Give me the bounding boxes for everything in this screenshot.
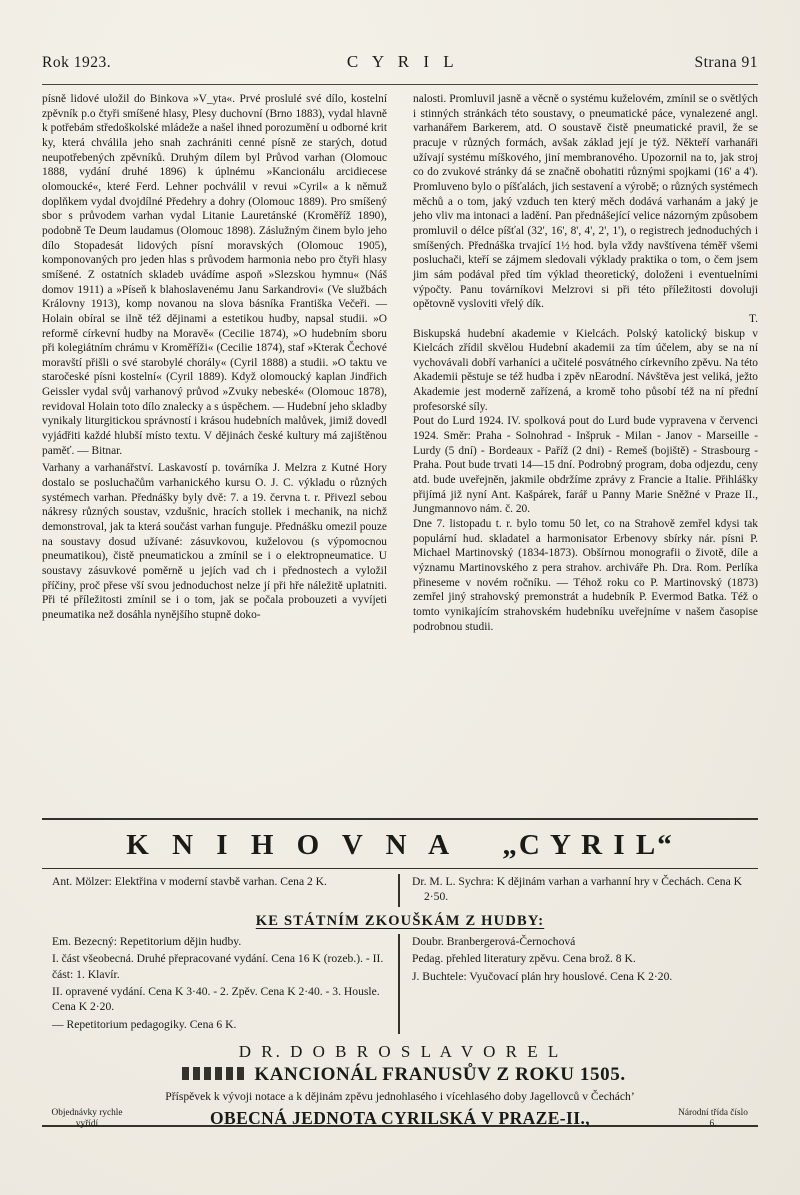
advert-subheading: KE STÁTNÍM ZKOUŠKÁM Z HUDBY: [255, 912, 545, 929]
advert-item: J. Buchtele: Vyučovací plán hry houslové. Cena K 2·20. [412, 969, 673, 983]
advert-item: Ant. Mölzer: Elektřina v moderní stavbě varhan. Cena 2 K. [52, 875, 327, 888]
advert-book-title: KANCIONÁL FRANUSŮV Z ROKU 1505. [254, 1064, 626, 1086]
column-right [400, 92, 758, 634]
running-head-page: Strana 91 [694, 54, 758, 71]
running-head [42, 52, 758, 72]
advert-item: I. část všeobecná. Druhé přepracované vydání. Cena 16 K (rozeb.). - II. část: 1. Klavír. [52, 952, 384, 981]
advert-item: II. opravené vydání. Cena K 3·40. - 2. Zpěv. Cena K 2·40. - 3. Housle. Cena K 2·20. [52, 985, 380, 1014]
advert-item: Em. Bezecný: Repetitorium dějin hudby. [52, 934, 242, 948]
paragraph: Pout do Lurd 1924. IV. spolková pout do Lurd bude vypravena v červenci 1924. Směr: Praha - Solnohrad - Inšpruk - Milan - Janov - Marseille - Lurdy (5 dní) - Bordeaux - Paříž (2 dni) - Remeš (bojiště) - Strasbourg - Praha. Pout bude trvati 14—15 dní. Podrobný program, doba odjezdu, ceny atd. bude uveřejněn, jakmile obdržíme zprávy z Francie a Italie. Přihlášky přijímá již nyní Ant. Kašpárek, farář u Panny Marie Sněžné v Praze II., Jungmannovo nám. č. 20. [413, 415, 758, 516]
column-left [42, 92, 400, 634]
paragraph: nalosti. Promluvil jasně a věcně o systému kuželovém, zmínil se o světlých i stinných stránkách této soustavy, o pneumatické páce, vynalezené angl. varhanářem Barkerem, atd. O soustavě čistě pneumatické pravil, že se pracuje v různých formách, avšak základ její je týž. Někteří varhanáři užívají systému míškového, jiní membranového. Upozornil na to, jak stroj co do zvukové stránky dá se značně obohatiti různými spojkami (16' a 4'). Promluveno bylo o píšťalách, jich sestavení a výrobě; o různých systémech měchů a o tom, jaký vzduch ten který měch dodává varhanám a jaký je jeho vliv ma intonaci a ladění. Pan přednášející velice názorným způsobem promluvil o délce píšťal (32', 16', 8', 4', 2', 1'), o registrech jednoduchých i smíšených. Přednáška trvající 1½ hod. byla vždy navštívena téměř všemi posluchači, kteří se zájmem sledovali výklady praktika o tom, o čem jsem jim sám podával před tím výklad theoretický, doloženi i eventuelními výpočty. Panu továrníkovi Melzrovi si při této příležitosti dovoluji opětovně vysloviti vřelý dík. [413, 93, 758, 311]
advert-footer-row [42, 1108, 758, 1129]
advert-book-title-row [42, 1064, 758, 1086]
advert-exam-left [52, 934, 400, 1034]
advert-books-left [52, 874, 400, 907]
advert-exam-right [400, 934, 748, 1034]
advert-item: Pedag. přehled literatury zpěvu. Cena brož. 8 K. [412, 952, 636, 966]
page-content [42, 52, 758, 634]
header-rule [42, 84, 758, 85]
paragraph: Biskupská hudební akademie v Kielcách. Polský katolický biskup v Kielcách zřídil skvělou Hudební akademii za tím účelem, aby se na ní vychovávali dobří varhaníci a učitelé posvátného církevního zpěvu. Na této Akademii pěstuje se též hudba i zpěv nEarodní. Návštěva jest veliká, ježto Akademie jest moderně zařízená, a kromě toho působí též na ní přední profesorské síly. [413, 327, 758, 413]
advert-item: Dr. M. L. Sychra: K dějinám varhan a varhanní hry v Čechách. Cena K 2·50. [412, 875, 742, 904]
advert-item: — Repetitorium pedagogiky. Cena 6 K. [52, 1017, 237, 1031]
ornament-left-icon [182, 1067, 246, 1080]
advert-order-note: Objednávky rychle vyřídí [51, 1108, 123, 1129]
advert-books-right [400, 874, 748, 907]
article-signature: T. [749, 312, 758, 325]
advert-title [42, 820, 758, 866]
advert-author: D R. D O B R O S L A V O R E L [238, 1042, 562, 1062]
advert-title-right: „C Y R I L“ [502, 829, 674, 861]
paragraph: Varhany a varhanářství. Laskavostí p. továrníka J. Melzra z Kutné Hory dostalo se posluchačům varhanického kursu O. J. C. výkladu o různých systémech varhan. Přednášky byly dvě: 7. a 19. června t. r. Přivezl sebou nákresy různých soustav, vzdušnic, hracích stollek i mechanik, na nichž demonstroval, jak ta která součást varhan funguje. Přednášku omezil pouze na soustavy dosud užívané: zásuvkovou, kuželovou (s výpomocnou pneumatikou), čistě pneumatickou a zmínil se i o elektropneumatice. U soustavy zásuvkové poměrně u jejích vad ch i přednostech a vyložil příčiny, proč přese vší svou jednoduchost nelze jí při hře náležitě uplatniti. Při té příležitosti zmínil se i o tom, jak se počala probouzeti a vyvíjeti pneumatika než dosáhla nynějšího stupně doko- [42, 462, 387, 621]
advert-title-left: K N I H O V N A [126, 829, 458, 861]
advert-note: Příspěvek k vývoji notace a k dějinám zpěvu jednohlasého i vícehlasého doby Jagellovců v Čechách’ [165, 1090, 635, 1104]
running-head-year: Rok 1923. [42, 54, 112, 71]
advert-books-row [42, 869, 758, 907]
advert-publisher: OBECNÁ JEDNOTA CYRILSKÁ V PRAZE-II., [209, 1108, 591, 1129]
paragraph: Dne 7. listopadu t. r. bylo tomu 50 let, co na Strahově zemřel kdysi tak populární hud. skladatel a harmonisator Erbenovy sbírky nár. písni P. Michael Martinovský (1834-1873). Obšírnou monografii o životě, díle a významu Martinovského z pera strahov. archiváře Ph. Dra. Rom. Perlíka přineseme v novém ročníku. — Téhož roku co P. Martinovský (1873) zemřel jiný strahovský premonstrát a hudebník P. Evermod Batka. Též o tomto vynikajícím strahovském hudebníku uveřejníme v našem časopise podrobnou studii. [413, 518, 758, 633]
advertisement-block [42, 818, 758, 1127]
body-columns [42, 92, 758, 634]
advert-item: Doubr. Branbergerová-Černochová [412, 934, 576, 948]
paragraph: písně lidové uložil do Binkova »V_yta«. Prvé proslulé své dílo, kostelní zpěvník p.o čtyři smíšené hlasy, Plesy duchovní (Brno 1883), vydal hlavně k potřebám středoškolské mládeže a našel ihned porozumění u odborné krit ky, která chválila jeho snah zachrániti cenné písně ze starých, dotud neupotřebených zpěvníků. Druhým dílem byl Průvod varhan (Olomouc 1888, vydání druhé 1896) k úplnému »Kancionálu arcidiecese olomoucké«, které Ferd. Lehner pochválil v revui »Cyril« a k němuž doplňkem vydal dvojdílné Předehry a dohry (Olomouc 1889). Pro smíšený sbor s průvodem varhan vydal Litanie Lauretánské (Kroměříž 1890), podobně Te Deum laudamus (Olomouc 1898). Záslužným činem bylo jeho dílo Stopadesát lidových písní moravských (Olomouc 1905), komponovaných pro jeden hlas s průvodem harmonia nebo pro čtyři hlasy smíšené. Z ostatních skladeb uvádíme aspoň »Slezskou hymnu« (Náš domov 1911) a »Píseň k blahoslavenému Janu Sarkandrovi« (Ve službách Královny 1913), komp novanou na slova básníka Františka Večeři. — Holain obíral se ilně též dějinami a estetikou hudby, napsal studii. »O reformě církevní hudby na Moravě« (Cecilie 1874), »O hudebním sboru při kolegiátním chrámu v Kroměříži« (Cecilie 1874), staf »Kterak Čechové moravští přišli o své starobylé chorály« (Cyril 1888) a studii. »O taktu ve staročeské písni kostelní« (Cyril 1889). Když olomoucký kaplan Jindřich Geissler vydal svůj varhanový průvod »Zvuky nebeské« (Olomouc 1878), revidoval Holain toto dílo znalecky a s úspěchem. — Hudební jeho skladby vynikaly liturgitickou správností i krásou hudebních malůvek, jimiž dovedl vyjádřiti každé hlubší místo textu. V dějinách české kultury má zajištěnou paměť. — Bitnar. [42, 93, 387, 457]
advert-address: Národní třída číslo 6. [678, 1108, 748, 1129]
advert-exam-row [42, 934, 758, 1034]
running-head-title: C Y R I L [346, 52, 459, 71]
